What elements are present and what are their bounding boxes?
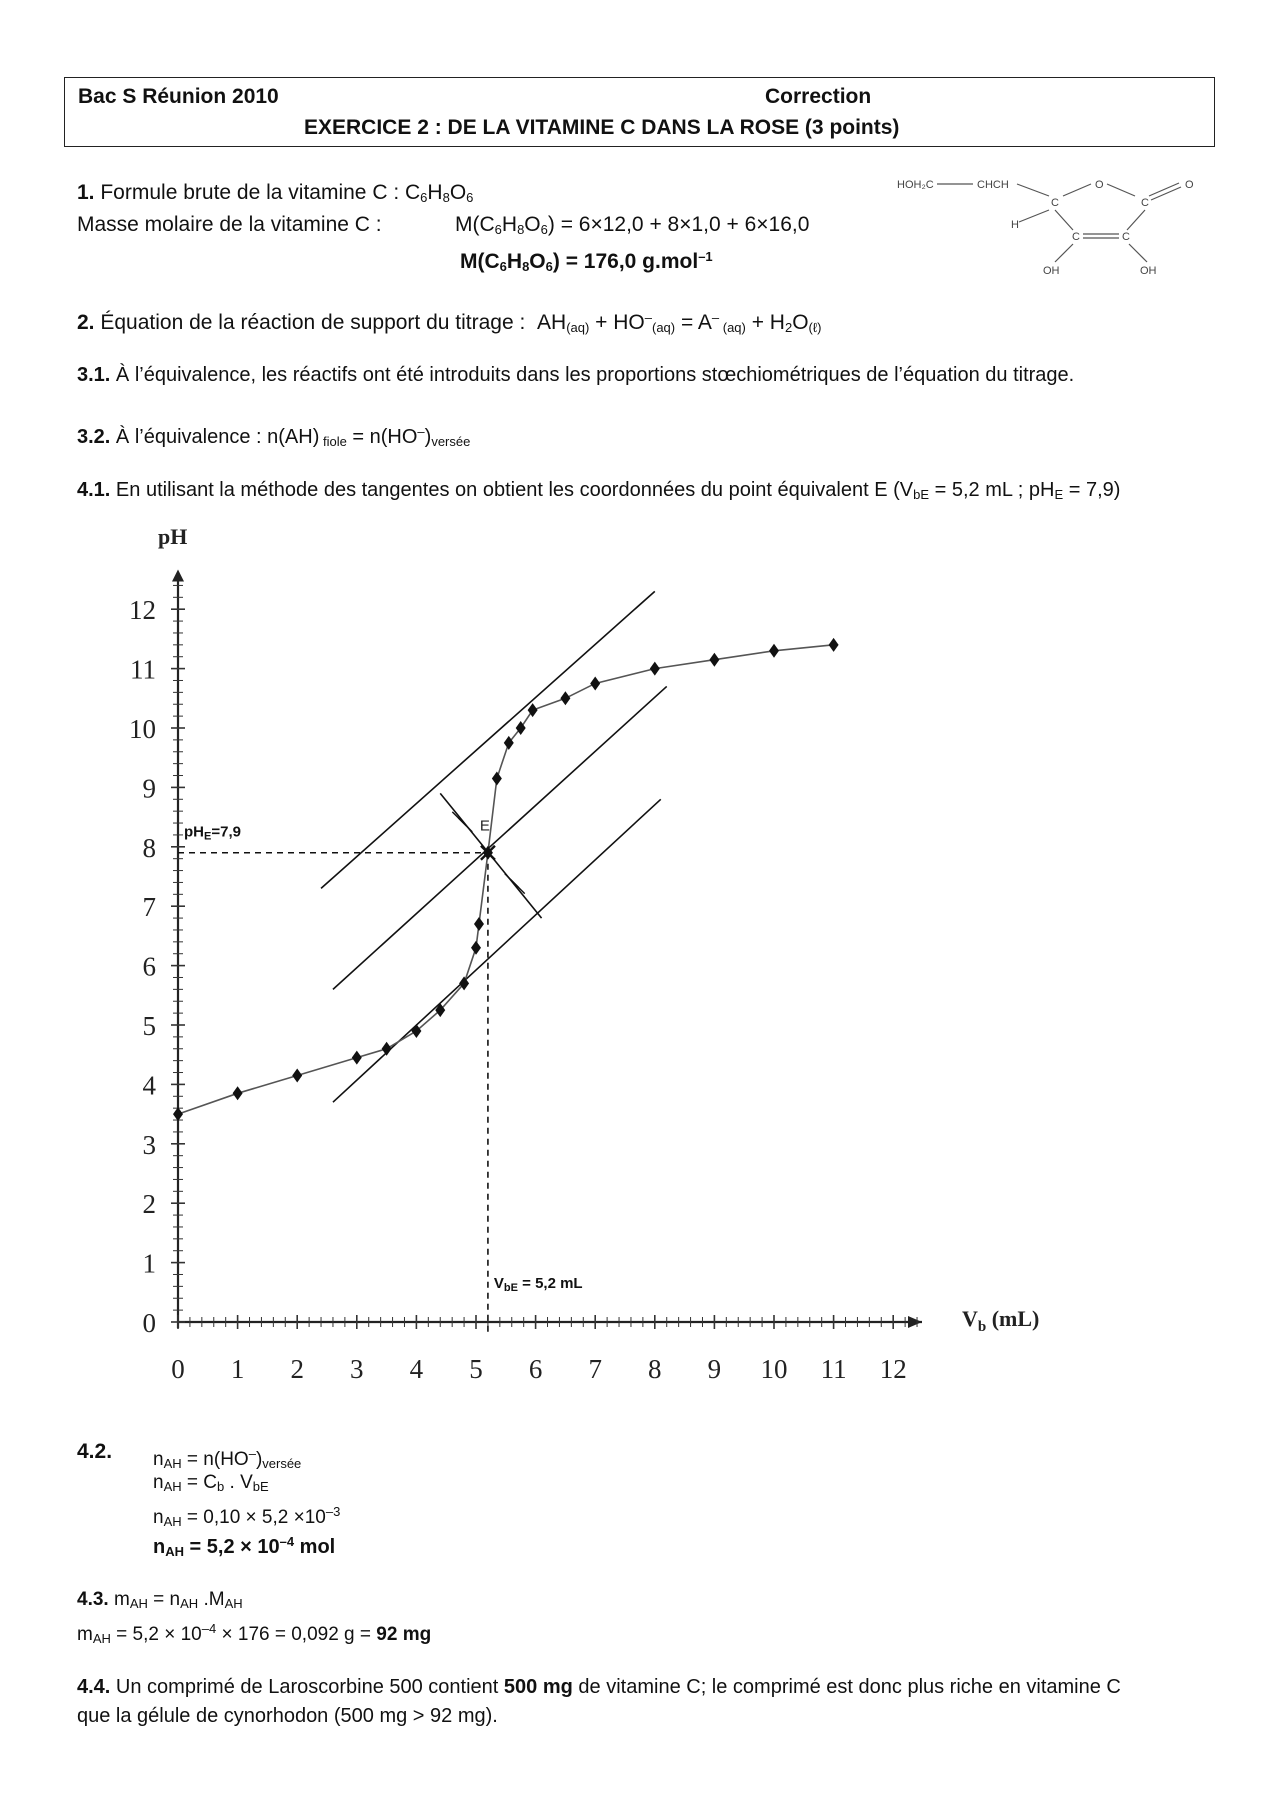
titration-chart bbox=[0, 510, 1280, 1400]
equal-mark bbox=[458, 818, 472, 832]
y-tick-label: 9 bbox=[142, 773, 156, 804]
q1-mass-result: $M(C_6H_8O_6) = 176,0$ g.mol$^{-1}$ bbox=[460, 249, 713, 274]
x-tick-label: 1 bbox=[230, 1354, 245, 1384]
q43-line1: 4.3. $m_{AH} = n_{AH}$ $.M_{AH}$ bbox=[77, 1589, 243, 1611]
mol-c3: C bbox=[1072, 231, 1080, 243]
mol-o-keto: O bbox=[1185, 179, 1194, 191]
x-tick-label: 11 bbox=[820, 1354, 847, 1384]
mol-chch: CHCH bbox=[977, 179, 1009, 191]
q42-line3: $n_{AH} = 0,10 \times 5,2 \times 10^{-3}$ bbox=[153, 1504, 341, 1529]
data-point bbox=[474, 917, 484, 931]
data-point bbox=[829, 638, 839, 652]
q42-result: $n_{AH} = 5,2 \times 10^{-4}$ mol bbox=[153, 1534, 336, 1559]
y-tick-label: 1 bbox=[142, 1248, 156, 1279]
data-point bbox=[650, 662, 660, 676]
y-tick-label: 2 bbox=[142, 1189, 156, 1220]
y-tick-label: 0 bbox=[142, 1308, 156, 1338]
y-tick-label: 11 bbox=[130, 654, 156, 685]
q41-number: 4.1. bbox=[77, 479, 111, 501]
q31-text: À l’équivalence, les réactifs ont été introduits dans les proportions stœchiométriques de l’équation du titrage. bbox=[115, 364, 1075, 386]
q1-number: 1. bbox=[77, 181, 95, 204]
data-point bbox=[173, 1107, 183, 1121]
data-point bbox=[411, 1024, 421, 1038]
q44-line1: 4.4. Un comprimé de Laroscorbine 500 contient 500 mg de vitamine C; le comprimé est donc plus riche en vitamine C bbox=[77, 1676, 1121, 1698]
q31-number: 3.1. bbox=[77, 364, 111, 386]
x-axis-arrow bbox=[908, 1316, 922, 1328]
y-tick-label: 6 bbox=[142, 951, 156, 982]
data-point bbox=[292, 1068, 302, 1082]
x-tick-label: 6 bbox=[528, 1354, 543, 1384]
data-point bbox=[769, 644, 779, 658]
x-tick-label: 10 bbox=[760, 1354, 788, 1384]
q1-mass-expression: $M(C_6H_8O_6) = 6\times 12,0 + 8\times 1,0 + 6\times 16,0$ bbox=[455, 213, 810, 237]
x-tick-label: 9 bbox=[707, 1354, 722, 1384]
y-tick-label: 4 bbox=[142, 1070, 156, 1101]
q2-equation: $AH_{(aq)} + HO^-_{(aq)} = A^-$ $_{(aq)} + H_2O_{(\ell)}$ bbox=[537, 310, 822, 335]
mol-o-ring: O bbox=[1095, 179, 1104, 191]
data-point bbox=[492, 771, 502, 785]
tangent-middle bbox=[333, 686, 667, 989]
data-point bbox=[471, 941, 481, 955]
mol-hoh2c: HOH₂C bbox=[897, 179, 934, 191]
x-tick-label: 2 bbox=[290, 1354, 304, 1384]
q43-line2: $m_{AH} = 5,2 \times 10^{-4} \times 176 = 0,092$ g = 92 mg bbox=[77, 1621, 432, 1646]
y-axis-arrow bbox=[172, 570, 184, 582]
mol-c1: C bbox=[1051, 197, 1059, 209]
q42-line2: $n_{AH} = C_b$ . $V_{bE}$ bbox=[153, 1472, 269, 1494]
mol-oh2: OH bbox=[1140, 265, 1157, 277]
equivalence-label: E bbox=[479, 817, 490, 835]
x-tick-label: 0 bbox=[171, 1354, 185, 1384]
q42-number: 4.2. bbox=[77, 1440, 113, 1463]
ph-curve bbox=[178, 645, 834, 1114]
q1-formula-line bbox=[77, 180, 473, 211]
q42-line1: $n_{AH} = n(HO^-)_{versée}$ bbox=[153, 1446, 302, 1471]
tangent-upper bbox=[321, 591, 655, 888]
y-tick-label: 3 bbox=[142, 1129, 156, 1160]
q1-formula: $C_6H_8O_6$ bbox=[405, 181, 474, 205]
y-tick-label: 8 bbox=[142, 832, 156, 863]
x-tick-label: 5 bbox=[469, 1354, 483, 1384]
data-point bbox=[590, 676, 600, 690]
header-title: EXERCICE 2 : DE LA VITAMINE C DANS LA ROSE (3 points) bbox=[304, 116, 900, 139]
equal-mark bbox=[511, 880, 525, 894]
mol-c2: C bbox=[1141, 197, 1149, 209]
q44-line2: que la gélule de cynorhodon (500 mg > 92 mg). bbox=[77, 1705, 498, 1727]
q1-mass-label: Masse molaire de la vitamine C : bbox=[77, 213, 382, 236]
q41-line: 4.1. En utilisant la méthode des tangentes on obtient les coordonnées du point équivalent E ($V_{bE} = 5,2$ mL ; $pH_E = 7,9$) bbox=[77, 479, 1121, 502]
q2-number: 2. bbox=[77, 311, 95, 334]
ph-equivalence-label: $pH_E=7,9$ bbox=[184, 823, 241, 843]
y-tick-label: 5 bbox=[142, 1011, 156, 1041]
q32-number: 3.2. bbox=[77, 426, 111, 448]
header-exam: Bac S Réunion 2010 bbox=[78, 85, 279, 108]
q31-line bbox=[77, 362, 1074, 388]
y-tick-label: 10 bbox=[129, 714, 156, 744]
q32-line: 3.2. À l’équivalence : n(AH) $_{fiole} = n(HO^-)_{versée}$ bbox=[77, 424, 471, 449]
x-tick-label: 4 bbox=[409, 1354, 424, 1384]
x-axis-title: $V_b$ (mL) bbox=[962, 1306, 1040, 1335]
x-tick-label: 3 bbox=[350, 1354, 364, 1384]
y-tick-label: 12 bbox=[129, 595, 156, 626]
mol-h: H bbox=[1011, 219, 1019, 231]
mol-oh1: OH bbox=[1043, 265, 1060, 277]
data-point bbox=[560, 691, 570, 705]
x-tick-label: 8 bbox=[648, 1354, 662, 1384]
q1-formula-label: Formule brute de la vitamine C : bbox=[100, 181, 400, 204]
x-tick-label: 7 bbox=[588, 1354, 602, 1384]
tangent-lower bbox=[333, 799, 661, 1102]
q2-text: Équation de la réaction de support du titrage : bbox=[100, 311, 526, 334]
q2-line bbox=[77, 305, 821, 341]
x-tick-label: 12 bbox=[879, 1354, 907, 1384]
mol-c4: C bbox=[1122, 231, 1130, 243]
y-tick-label: 7 bbox=[142, 892, 156, 923]
data-point bbox=[233, 1086, 243, 1100]
header-correction: Correction bbox=[765, 85, 872, 108]
y-axis-title: pH bbox=[158, 524, 188, 549]
data-point bbox=[709, 653, 719, 667]
volume-equivalence-label: $V_{bE} = 5,2$ mL bbox=[493, 1275, 583, 1294]
q43-result: 92 mg bbox=[376, 1624, 432, 1645]
data-point bbox=[352, 1051, 362, 1065]
vitamin-c-structure bbox=[895, 172, 1195, 284]
data-point bbox=[382, 1042, 392, 1056]
